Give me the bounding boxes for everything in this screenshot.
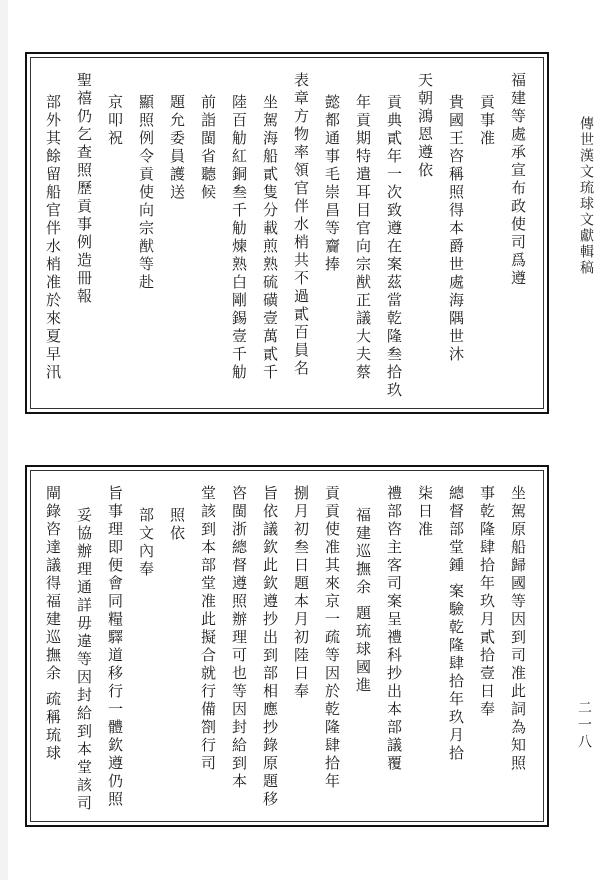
top-panel-column: 顯照例令貢使向宗猷等赴 [137, 94, 155, 292]
top-panel-column: 天朝鴻恩遵依 [416, 72, 434, 180]
bottom-panel-column: 貢貢使准其來京一疏等因於乾隆肆拾年 [323, 485, 341, 791]
page-gutter [0, 0, 8, 880]
bottom-panel-column: 部文內奉 [137, 507, 155, 579]
bottom-panel-column: 堂該到本部堂准此擬合就行備劄行司 [199, 485, 217, 773]
top-panel-column: 貢典貳年一次致遵在案茲當乾隆叁拾玖 [385, 94, 403, 400]
top-panel-column: 京叩祝 [106, 94, 124, 148]
bottom-panel-column: 旨事理即便會同糧驛道移行一體欽遵仍照 [106, 485, 124, 809]
top-panel-column: 福建等處承宣布政使司爲遵 [509, 72, 527, 288]
bottom-panel-column: 旨依議欽此欽遵抄出到部相應抄錄原題移 [261, 485, 279, 809]
bottom-panel-column: 妥協辦理通詳毋違等因封給到本堂該司 [75, 507, 93, 813]
bottom-panel-column: 福建巡撫余 題琉球國進 [354, 507, 372, 695]
top-panel-column: 貴國王咨稱照得本爵世處海隅世沐 [447, 94, 465, 364]
top-panel-column: 聖禧仍乞查照歷貢事例造冊報 [75, 72, 93, 306]
bottom-document-frame [25, 465, 549, 827]
bottom-panel-column: 照依 [168, 507, 186, 543]
top-panel-column: 懿都通事毛崇昌等齎捧 [323, 94, 341, 274]
top-panel-column: 部外其餘留船官伴水梢准於來夏早汛 [44, 94, 62, 382]
bottom-panel-column: 禮部咨主客司案呈禮科抄出本部議覆 [385, 485, 403, 773]
top-panel-column: 貢事准 [478, 94, 496, 148]
top-panel-column: 前詣閩省聽候 [199, 94, 217, 202]
top-panel-column: 題允委員護送 [168, 94, 186, 202]
top-document-frame [25, 52, 549, 414]
page-number: 二一八 [576, 700, 592, 751]
bottom-panel-column: 捌月初叁日題本月初陸日奉 [292, 485, 310, 701]
bottom-panel-column: 事乾隆肆拾年玖月貳拾壹日奉 [478, 485, 496, 719]
bottom-panel-column: 總督部堂鍾 案驗乾隆肆拾年玖月拾 [447, 485, 465, 763]
bottom-panel-column: 閘錄咨達議得福建巡撫余 疏稱琉球 [44, 485, 62, 763]
top-panel-column: 表章方物率領官伴水梢共不過貳百員名 [292, 72, 310, 378]
top-panel-column: 坐駕海船貳隻分載煎熟硫磺壹萬貳千 [261, 94, 279, 382]
bottom-panel-column: 坐駕原船歸國等因到司准此詞為知照 [509, 485, 527, 773]
book-title: 傳世漢文琉球文獻輯稿 [578, 116, 594, 276]
top-panel-column: 陸百觔紅銅叁千觔煉熟白剛錫壹千觔 [230, 94, 248, 382]
bottom-panel-column: 咨閩浙總督遵照辦理可也等因封給到本 [230, 485, 248, 791]
top-panel-column: 年貢期特遣耳目官向宗猷正議大夫蔡 [354, 94, 372, 382]
bottom-panel-column: 柒日准 [416, 485, 434, 539]
